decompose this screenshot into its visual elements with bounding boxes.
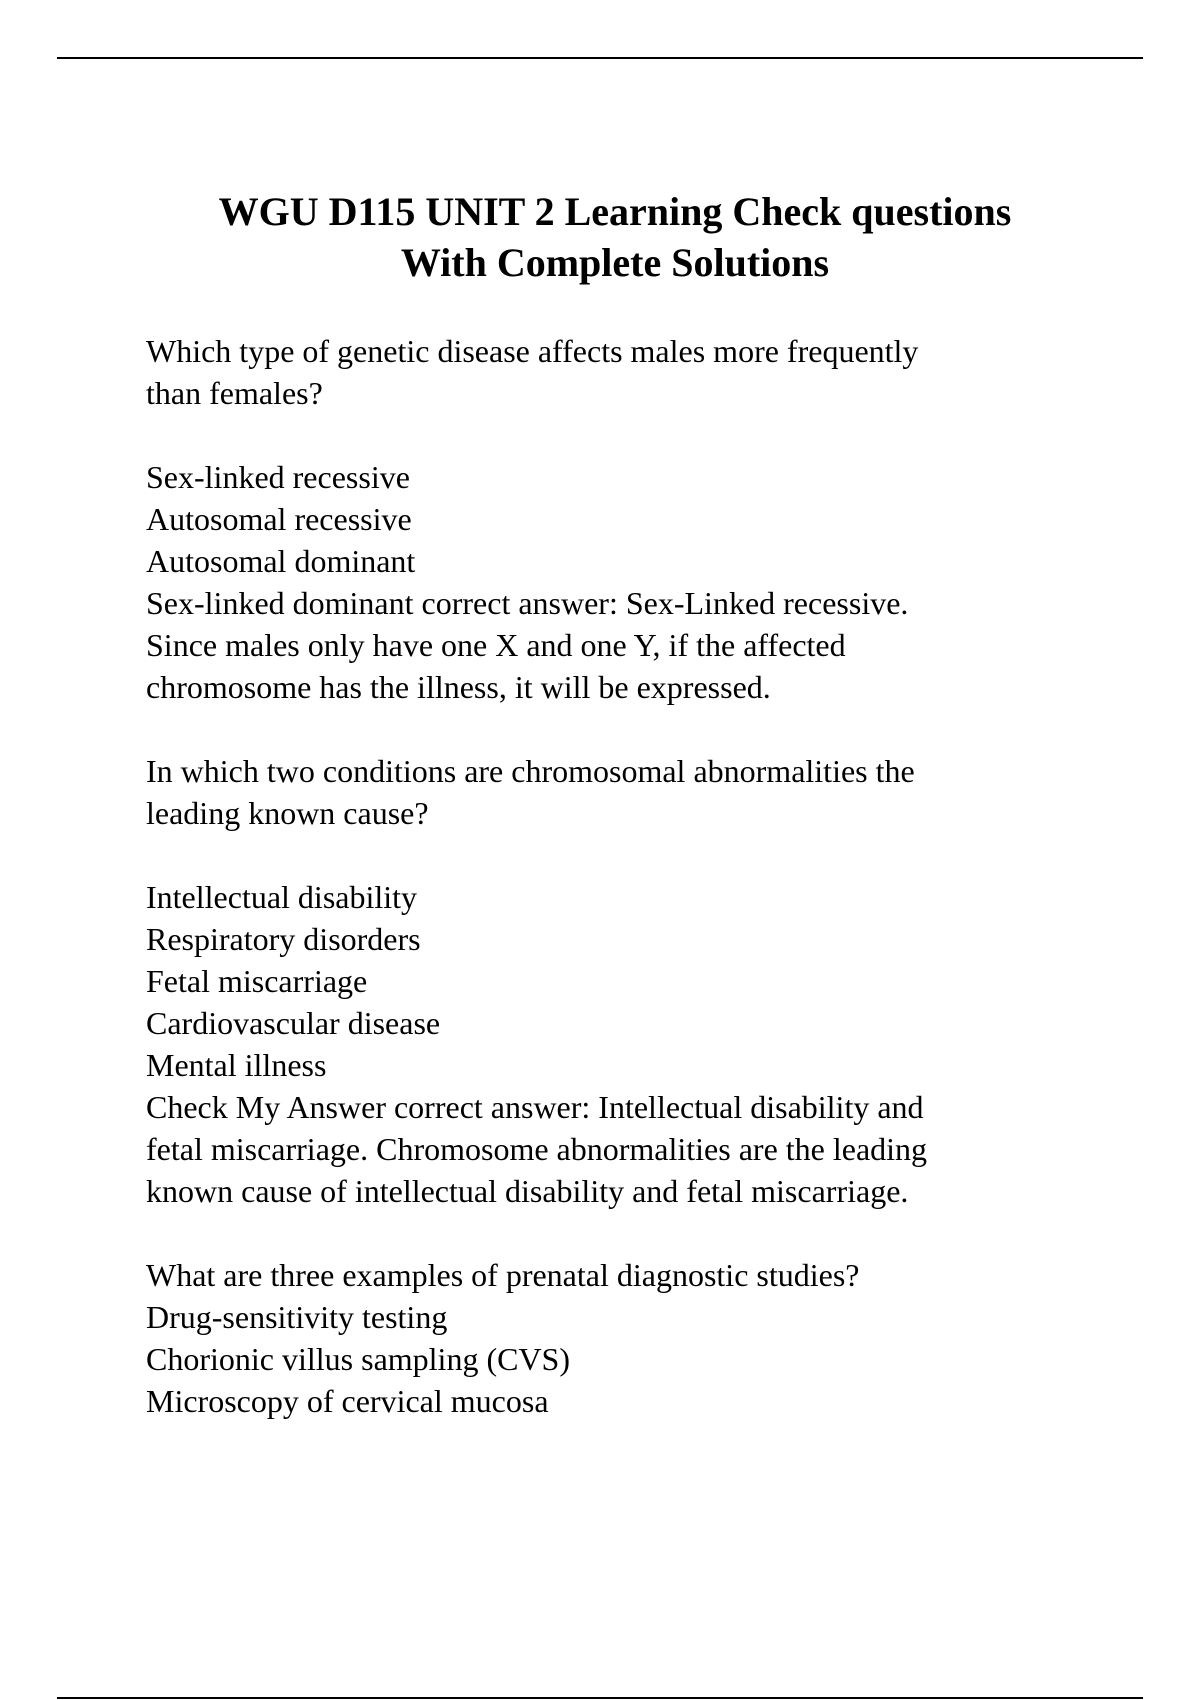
option-line: Chorionic villus sampling (CVS) <box>146 1341 570 1377</box>
option-line: Mental illness <box>146 1047 327 1083</box>
answer-line: Sex-linked dominant correct answer: Sex-Linked recessive. <box>146 585 909 621</box>
option-line: Respiratory disorders <box>146 921 421 957</box>
text-line: What are three examples of prenatal diagnostic studies? <box>146 1257 860 1293</box>
option-line: Intellectual disability <box>146 879 418 915</box>
answer-line: chromosome has the illness, it will be expressed. <box>146 669 771 705</box>
title-line-2: With Complete Solutions <box>400 240 830 285</box>
title-line-1: WGU D115 UNIT 2 Learning Check questions <box>218 189 1012 234</box>
text-line: than females? <box>146 375 323 411</box>
document-body <box>146 330 1086 1422</box>
option-line: Sex-linked recessive <box>146 459 410 495</box>
text-line: Which type of genetic disease affects males more frequently <box>146 333 919 369</box>
option-line: Autosomal dominant <box>146 543 416 579</box>
question-2 <box>146 750 1086 834</box>
text-line: leading known cause? <box>146 795 429 831</box>
answer-block-1 <box>146 456 1086 708</box>
document-title <box>120 186 1110 288</box>
answer-line: known cause of intellectual disability and fetal miscarriage. <box>146 1173 909 1209</box>
option-line: Microscopy of cervical mucosa <box>146 1383 549 1419</box>
question-1 <box>146 330 1086 414</box>
option-line: Autosomal recessive <box>146 501 412 537</box>
answer-block-2 <box>146 876 1086 1212</box>
text-line: In which two conditions are chromosomal abnormalities the <box>146 753 915 789</box>
option-line: Cardiovascular disease <box>146 1005 441 1041</box>
question-3 <box>146 1254 1086 1422</box>
answer-line: Check My Answer correct answer: Intellectual disability and <box>146 1089 924 1125</box>
header-rule <box>57 57 1143 59</box>
answer-line: Since males only have one X and one Y, if the affected <box>146 627 846 663</box>
footer-rule <box>57 1697 1143 1699</box>
answer-line: fetal miscarriage. Chromosome abnormalities are the leading <box>146 1131 928 1167</box>
option-line: Fetal miscarriage <box>146 963 368 999</box>
option-line: Drug-sensitivity testing <box>146 1299 448 1335</box>
